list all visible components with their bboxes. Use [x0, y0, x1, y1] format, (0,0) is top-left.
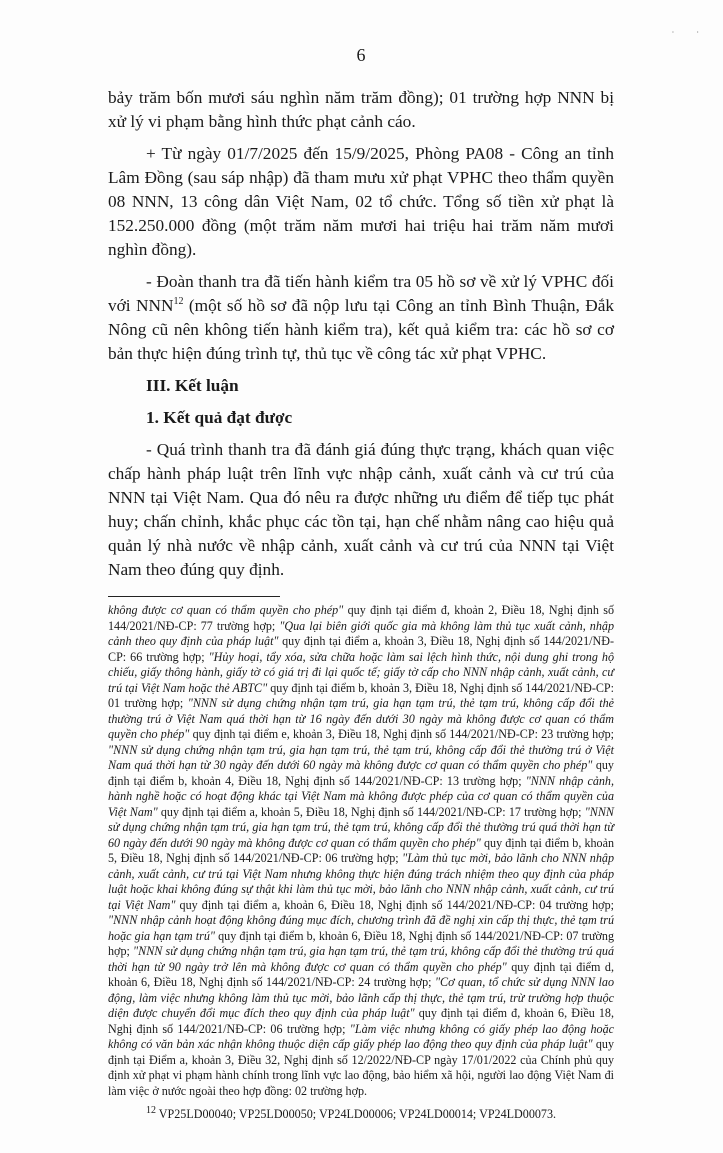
paragraph-pa08-penalties: + Từ ngày 01/7/2025 đến 15/9/2025, Phòng PA08 - Công an tỉnh Lâm Đồng (sau sáp nhập) đã tham mưu xử phạt VPHC theo thẩm quyền 08 NNN, 13 công dân Việt Nam, 02 tổ chức. Tổng số tiền xử phạt là 152.250.000 đồng (một trăm năm mươi hai triệu hai trăm năm mươi nghìn đồng). [108, 144, 614, 259]
footnote-legal-reference: quy định tại điểm b, khoản 6, Điều 18, Nghị định số 144/2021/NĐ-CP: 07 trường hợp; [108, 928, 614, 958]
footnote-legal-reference: quy định tại điểm đ, khoản 6, Điều 18, Nghị định số 144/2021/NĐ-CP: 06 trường hợp; [108, 1006, 614, 1036]
footnote-legal-reference: quy định tại điểm a, khoản 6, Điều 18, Nghị định số 144/2021/NĐ-CP: 04 trường hợp; [175, 897, 614, 912]
footnote-continued [108, 603, 614, 1099]
footnote-legal-reference: quy định tại điểm a, khoản 3, Điều 18, Nghị định số 144/2021/NĐ-CP: 66 trường hợp; [108, 634, 615, 664]
footnotes [108, 603, 614, 1123]
paragraph-results: - Quá trình thanh tra đã đánh giá đúng thực trạng, khách quan việc chấp hành pháp luật trên lĩnh vực nhập cảnh, xuất cảnh và cư trú của NNN tại Việt Nam. Qua đó nêu ra được những ưu điểm để tiếp tục phát huy; chấn chỉnh, khắc phục các tồn tại, hạn chế nhằm nâng cao hiệu quả quản lý nhà nước về nhập cảnh, xuất cảnh và cư trú của NNN tại Việt Nam theo đúng quy định. [108, 440, 614, 579]
footnote-quoted-violation: "Cơ quan, tổ chức sử dụng NNN lao động, làm việc nhưng không làm thủ tục mời, bảo lãnh cấp thị thực, thẻ tạm trú, trừ trường hợp thuộc diện được chuyển đổi mục đích theo quy định của pháp luật" [108, 975, 614, 1020]
footnote-legal-reference: quy định tại Điểm a, khoản 3, Điều 32, Nghị định số 12/2022/NĐ-CP ngày 17/01/2022 của Chính phủ quy định xử phạt vi phạm hành chính trong lĩnh vực lao động, bảo hiểm xã hội, người lao động Việt Nam đi làm việc ở nước ngoài theo hợp đồng: 02 trường hợp. [108, 1037, 614, 1098]
page-number: 6 [356, 45, 366, 65]
footnote-quoted-violation: "NNN sử dụng chứng nhận tạm trú, gia hạn tạm trú, thẻ tạm trú, không cấp đổi thẻ thường trú quá thời hạn từ 60 ngày đến dưới 90 ngày mà không được cơ quan có thẩm quyền cho phép" [108, 804, 614, 850]
scan-specks: · · [671, 28, 709, 37]
footnote-12-marker: 12 [146, 1104, 156, 1116]
paragraph-inspection-records [108, 270, 614, 366]
footnote-legal-reference: quy định tại điểm e, khoản 3, Điều 18, Nghị định số 144/2021/NĐ-CP: 23 trường hợp; [189, 727, 614, 741]
footnote-12-text: VP25LD00040; VP25LD00050; VP24LD00006; VP24LD00014; VP24LD00073. [156, 1107, 557, 1121]
footnote-legal-reference: quy định tại điểm d, khoản 6, Điều 18, Nghị định số 144/2021/NĐ-CP: 24 trường hợp; [108, 959, 614, 989]
footnote-quoted-violation: "NNN sử dụng chứng nhận tạm trú, gia hạn tạm trú, thẻ tạm trú, không cấp đổi thẻ thường trú quá thời hạn từ 90 ngày trở lên mà không được cơ quan có thẩm quyền cho phép" [108, 944, 615, 974]
paragraph-penalty-summary: bảy trăm bốn mươi sáu nghìn năm trăm đồng); 01 trường hợp NNN bị xử lý vi phạm bằng hình thức phạt cảnh cáo. [108, 88, 614, 131]
section-heading-conclusion: III. Kết luận [146, 376, 239, 395]
subsection-heading-results: 1. Kết quả đạt được [146, 408, 293, 427]
paragraph-inspection-text-start: - Đoàn thanh tra đã tiến hành kiểm tra 05 hồ sơ về xử lý VPHC đối với NNN [108, 272, 614, 315]
footnote-legal-reference: quy định tại điểm a, khoản 5, Điều 18, Nghị định số 144/2021/NĐ-CP: 17 trường hợp; [157, 804, 585, 819]
footnote-legal-reference: quy định tại điểm b, khoản 4, Điều 18, Nghị định số 144/2021/NĐ-CP: 13 trường hợp; [108, 758, 614, 788]
footnote-quoted-violation: "NNN nhập cảnh hoạt động không đúng mục đích, chương trình đã đề nghị xin cấp thị thực, thẻ tạm trú hoặc gia hạn tạm trú" [108, 913, 614, 943]
footnote-quoted-violation: "Qua lại biên giới quốc gia mà không làm thủ tục xuất cảnh, nhập cảnh theo quy định của pháp luật" [108, 618, 614, 648]
body-text [108, 86, 614, 582]
footnote-quoted-violation: "Làm việc nhưng không có giấy phép lao động hoặc không có văn bản xác nhận không thuộc diện cấp giấy phép lao động theo quy định của pháp luật" [108, 1021, 614, 1051]
footnote-legal-reference: quy định tại điểm đ, khoản 2, Điều 18, Nghị định số 144/2021/NĐ-CP: 77 trường hợp; [108, 603, 614, 633]
footnote-quoted-violation: "NNN sử dụng chứng nhận tạm trú, gia hạn tạm trú, thẻ tạm trú, không cấp đổi thẻ thường trú ở Việt Nam quá thời hạn từ 16 ngày đến dưới 30 ngày mà không được cơ quan có thẩm quyền cho phép" [108, 696, 614, 741]
footnote-separator [108, 596, 280, 597]
footnote-ref-12[interactable]: 12 [173, 296, 184, 308]
footnote-quoted-violation: "NNN sử dụng chứng nhận tạm trú, gia hạn tạm trú, thẻ tạm trú, không cấp đổi thẻ thường trú ở Việt Nam quá thời hạn từ 30 ngày đến dưới 60 ngày mà không được cơ quan có thẩm quyền cho phép" [108, 742, 614, 772]
footnote-quoted-violation: "Làm thủ tục mời, bảo lãnh cho NNN nhập cảnh, xuất cảnh, cư trú tại Việt Nam nhưng không thực hiện đúng trách nhiệm theo quy định của pháp luật hoặc khai không đúng sự thật khi làm thủ tục mời, bảo lãnh cho NNN nhập cảnh, xuất cảnh, cư trú tại Việt Nam" [108, 851, 614, 912]
paragraph-inspection-text-end: (một số hồ sơ đã nộp lưu tại Công an tỉnh Bình Thuận, Đắk Nông cũ nên không tiến hành kiểm tra), kết quả kiểm tra: các hồ sơ cơ bản thực hiện đúng trình tự, thủ tục về công tác xử phạt VPHC. [108, 296, 614, 363]
footnote-legal-reference: quy định tại điểm b, khoản 5, Điều 18, Nghị định số 144/2021/NĐ-CP: 06 trường hợp; [108, 835, 614, 865]
footnote-quoted-violation: "NNN nhập cảnh, hành nghề hoặc có hoạt động khác tại Việt Nam mà không được phép của cơ quan có thẩm quyền của Việt Nam" [108, 773, 614, 819]
footnote-quoted-violation: không được cơ quan có thẩm quyền cho phép" [108, 603, 344, 617]
footnote-12 [108, 1104, 614, 1123]
footnote-quoted-violation: "Hủy hoại, tẩy xóa, sửa chữa hoặc làm sai lệch hình thức, nội dung ghi trong hộ chiếu, giấy thông hành, giấy tờ có giá trị đi lại quốc tế; giấy tờ cấp cho NNN nhập cảnh, xuất cảnh, cư trú tại Việt Nam hoặc thẻ ABTC" [108, 649, 614, 695]
footnote-legal-reference: quy định tại điểm b, khoản 3, Điều 18, Nghị định số 144/2021/NĐ-CP: 01 trường hợp; [108, 680, 614, 710]
